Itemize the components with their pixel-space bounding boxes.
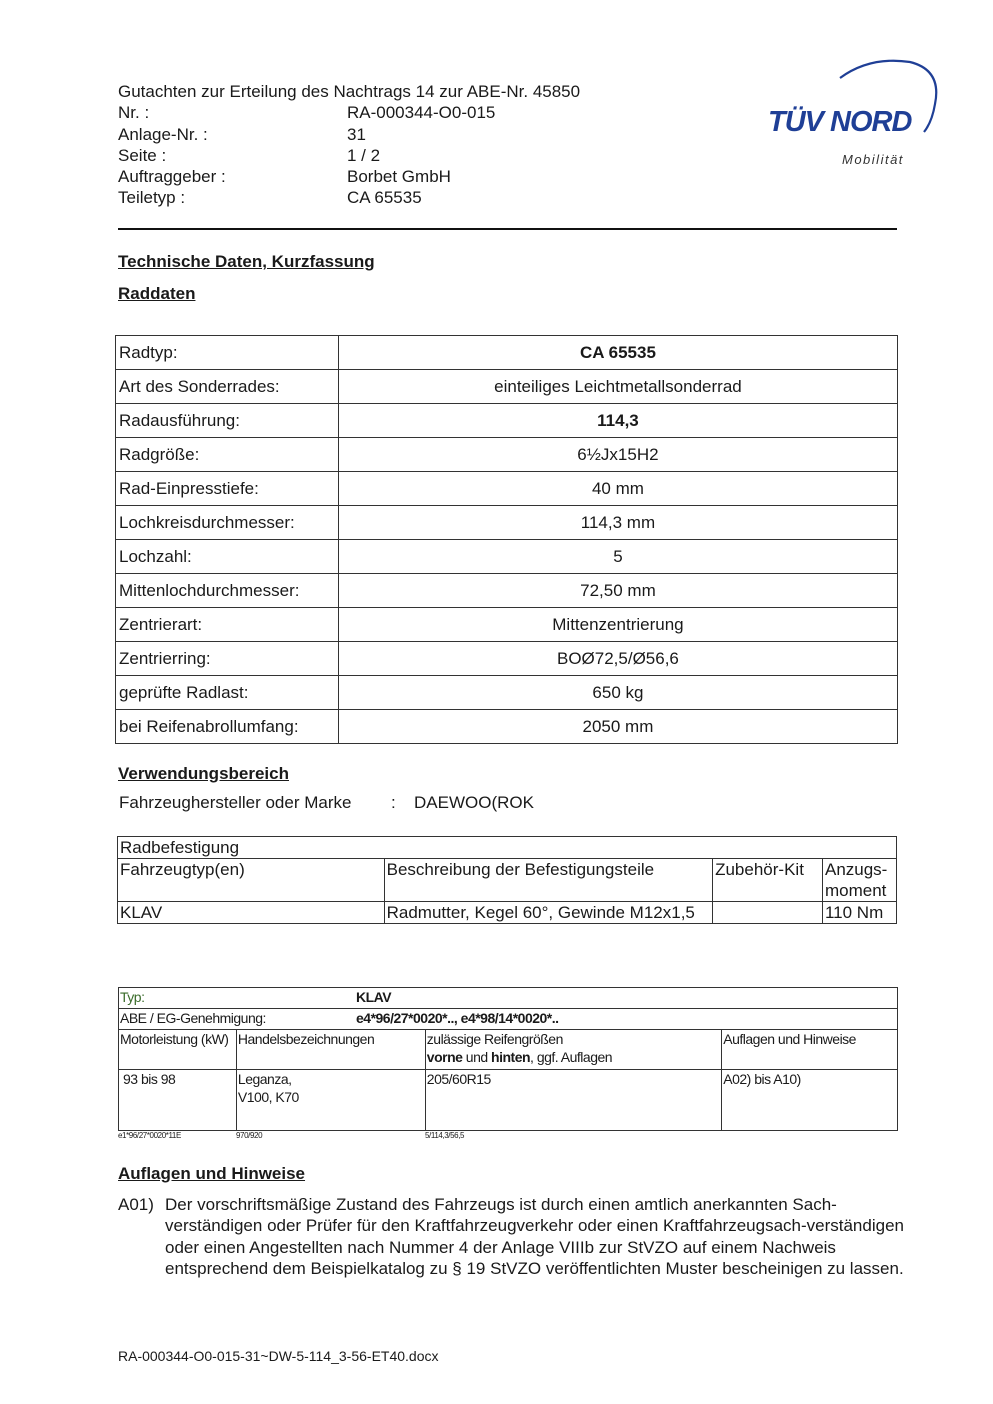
header-label: Seite :: [118, 145, 167, 165]
header-value: 1 / 2: [347, 145, 381, 165]
row-value: 650 kg: [338, 676, 897, 710]
table-row: [116, 404, 898, 438]
reifen-und: und: [462, 1049, 492, 1065]
row-label: Rad-Einpresstiefe:: [116, 472, 339, 506]
column-header-reifen: [425, 1030, 721, 1070]
header-divider: [118, 228, 897, 230]
table-row: [118, 837, 897, 859]
auflagen-cell: A02) bis A10): [722, 1070, 898, 1131]
header-label: Anlage-Nr. :: [118, 124, 208, 144]
reifen-header-line1: zulässige Reifengrößen: [426, 1031, 563, 1047]
table-row: [116, 506, 898, 540]
row-label: Zentrierart:: [116, 608, 339, 642]
reifen-rest: , ggf. Auflagen: [530, 1049, 613, 1065]
radbefestigung-table: [117, 836, 897, 924]
table-row: [119, 1009, 898, 1030]
table-row: [116, 336, 898, 370]
row-label: Radausführung:: [116, 404, 339, 438]
header-value: 31: [347, 124, 366, 144]
handel-line: Leganza,: [237, 1071, 292, 1087]
befestigung-title: Radbefestigung: [118, 837, 897, 859]
table-row: [116, 642, 898, 676]
anzugsmoment-cell: 110 Nm: [822, 902, 896, 924]
row-value: 5: [338, 540, 897, 574]
abe-value: e4*96/27*0020*.., e4*98/14*0020*..: [356, 1010, 559, 1026]
column-header: Fahrzeugtyp(en): [118, 859, 385, 902]
row-label: geprüfte Radlast:: [116, 676, 339, 710]
raddaten-table: [115, 335, 898, 744]
abe-label: ABE / EG-Genehmigung:: [120, 1010, 266, 1026]
raddaten-heading: Raddaten: [118, 284, 196, 303]
typ-value: KLAV: [356, 989, 392, 1005]
table-row: [116, 540, 898, 574]
header-value: CA 65535: [347, 188, 422, 208]
handel-line: V100, K70: [237, 1089, 299, 1105]
column-header: Beschreibung der Befestigungsteile: [384, 859, 712, 902]
header-label: Teiletyp :: [118, 188, 186, 208]
table-row: [119, 1070, 898, 1131]
row-label: Radtyp:: [116, 336, 339, 370]
verwendung-heading: Verwendungsbereich: [118, 764, 289, 783]
table-row: [116, 710, 898, 744]
table-row: [116, 370, 898, 404]
auflage-code: A01): [118, 1195, 154, 1214]
column-header: Handelsbezeichnungen: [236, 1030, 425, 1070]
zubehoer-cell: [713, 902, 823, 924]
auflage-item: [118, 1194, 905, 1279]
row-label: Zentrierring:: [116, 642, 339, 676]
table-row: [118, 902, 897, 924]
column-header: Zubehör-Kit: [713, 859, 823, 902]
hersteller-colon: :: [391, 793, 396, 812]
row-label: Lochzahl:: [116, 540, 339, 574]
hersteller-value: DAEWOO(ROK: [414, 793, 534, 812]
header-row: [118, 124, 580, 145]
row-value: 40 mm: [338, 472, 897, 506]
header-row: [118, 102, 580, 123]
table-header-row: [119, 1030, 898, 1070]
row-value: Mittenzentrierung: [338, 608, 897, 642]
row-label: Art des Sonderrades:: [116, 370, 339, 404]
motor-cell: 93 bis 98: [119, 1070, 237, 1131]
hersteller-line: [119, 793, 534, 813]
fahrzeugtyp-cell: KLAV: [118, 902, 385, 924]
auflagen-heading: Auflagen und Hinweise: [118, 1164, 306, 1183]
reifen-hinten: hinten: [491, 1049, 531, 1065]
abe-row: [119, 1009, 898, 1030]
header-label: Nr. :: [118, 103, 150, 123]
row-label: Mittenlochdurchmesser:: [116, 574, 339, 608]
header-row: [118, 166, 580, 187]
auflage-text: Der vorschriftsmäßige Zustand des Fahrzeugs ist durch einen amtlich anerkannten Sach-verständigen oder Prüfer für den Kraftfahrzeugverkehr oder einen Kraftfahrzeugsach-verständigen oder einen Angestellten nach Nummer 4 der Anlage VIIIb zur StVZO auf einem Nachweis entsprechend dem Beispielkatalog zu § 19 StVZO veröffentlichten Muster bescheinigen zu lassen.: [165, 1195, 904, 1278]
row-value: BOØ72,5/Ø56,6: [338, 642, 897, 676]
row-value: 2050 mm: [338, 710, 897, 744]
tiny-code: e1*96/27*0020*11E: [118, 1131, 181, 1140]
row-label: Lochkreisdurchmesser:: [116, 506, 339, 540]
typ-row: [119, 988, 898, 1009]
column-header: Anzugs-moment: [822, 859, 896, 902]
document-header: [118, 81, 580, 209]
table-row: [116, 472, 898, 506]
document-footer: RA-000344-O0-015-31~DW-5-114_3-56-ET40.docx: [118, 1348, 439, 1364]
row-value: einteiliges Leichtmetallsonderrad: [338, 370, 897, 404]
header-row: [118, 145, 580, 166]
header-label: Auftraggeber :: [118, 167, 226, 187]
beschreibung-cell: Radmutter, Kegel 60°, Gewinde M12x1,5: [384, 902, 712, 924]
table-row: [116, 676, 898, 710]
typ-table: [118, 987, 898, 1131]
table-row: [116, 438, 898, 472]
column-header: Motorleistung (kW): [119, 1030, 237, 1070]
hersteller-label: Fahrzeughersteller oder Marke: [119, 793, 352, 812]
reifen-vorne: vorne: [426, 1049, 463, 1065]
header-value: RA-000344-O0-015: [347, 103, 496, 123]
document-title: Gutachten zur Erteilung des Nachtrags 14 zur ABE-Nr. 45850: [118, 82, 581, 101]
header-value: Borbet GmbH: [347, 167, 451, 187]
logo-wordmark: TÜV NORD: [768, 106, 912, 138]
logo-subtitle: Mobilität: [842, 152, 904, 167]
tuv-nord-logo: [760, 56, 940, 176]
row-label: bei Reifenabrollumfang:: [116, 710, 339, 744]
column-header: Auflagen und Hinweise: [722, 1030, 898, 1070]
table-header-row: [118, 859, 897, 902]
row-value: 114,3 mm: [338, 506, 897, 540]
section-title: Technische Daten, Kurzfassung: [118, 252, 375, 271]
row-value: 114,3: [338, 404, 897, 438]
row-label: Radgröße:: [116, 438, 339, 472]
handel-cell: [236, 1070, 425, 1131]
table-row: [119, 988, 898, 1009]
tiny-code: 5/114,3/56,5: [425, 1131, 465, 1140]
table-row: [116, 608, 898, 642]
row-value: 72,50 mm: [338, 574, 897, 608]
reifen-cell: 205/60R15: [425, 1070, 721, 1131]
row-value: 6½Jx15H2: [338, 438, 897, 472]
typ-label: Typ:: [120, 989, 145, 1005]
row-value: CA 65535: [338, 336, 897, 370]
header-row: [118, 187, 580, 208]
tiny-code: 970/920: [236, 1131, 263, 1140]
table-row: [116, 574, 898, 608]
